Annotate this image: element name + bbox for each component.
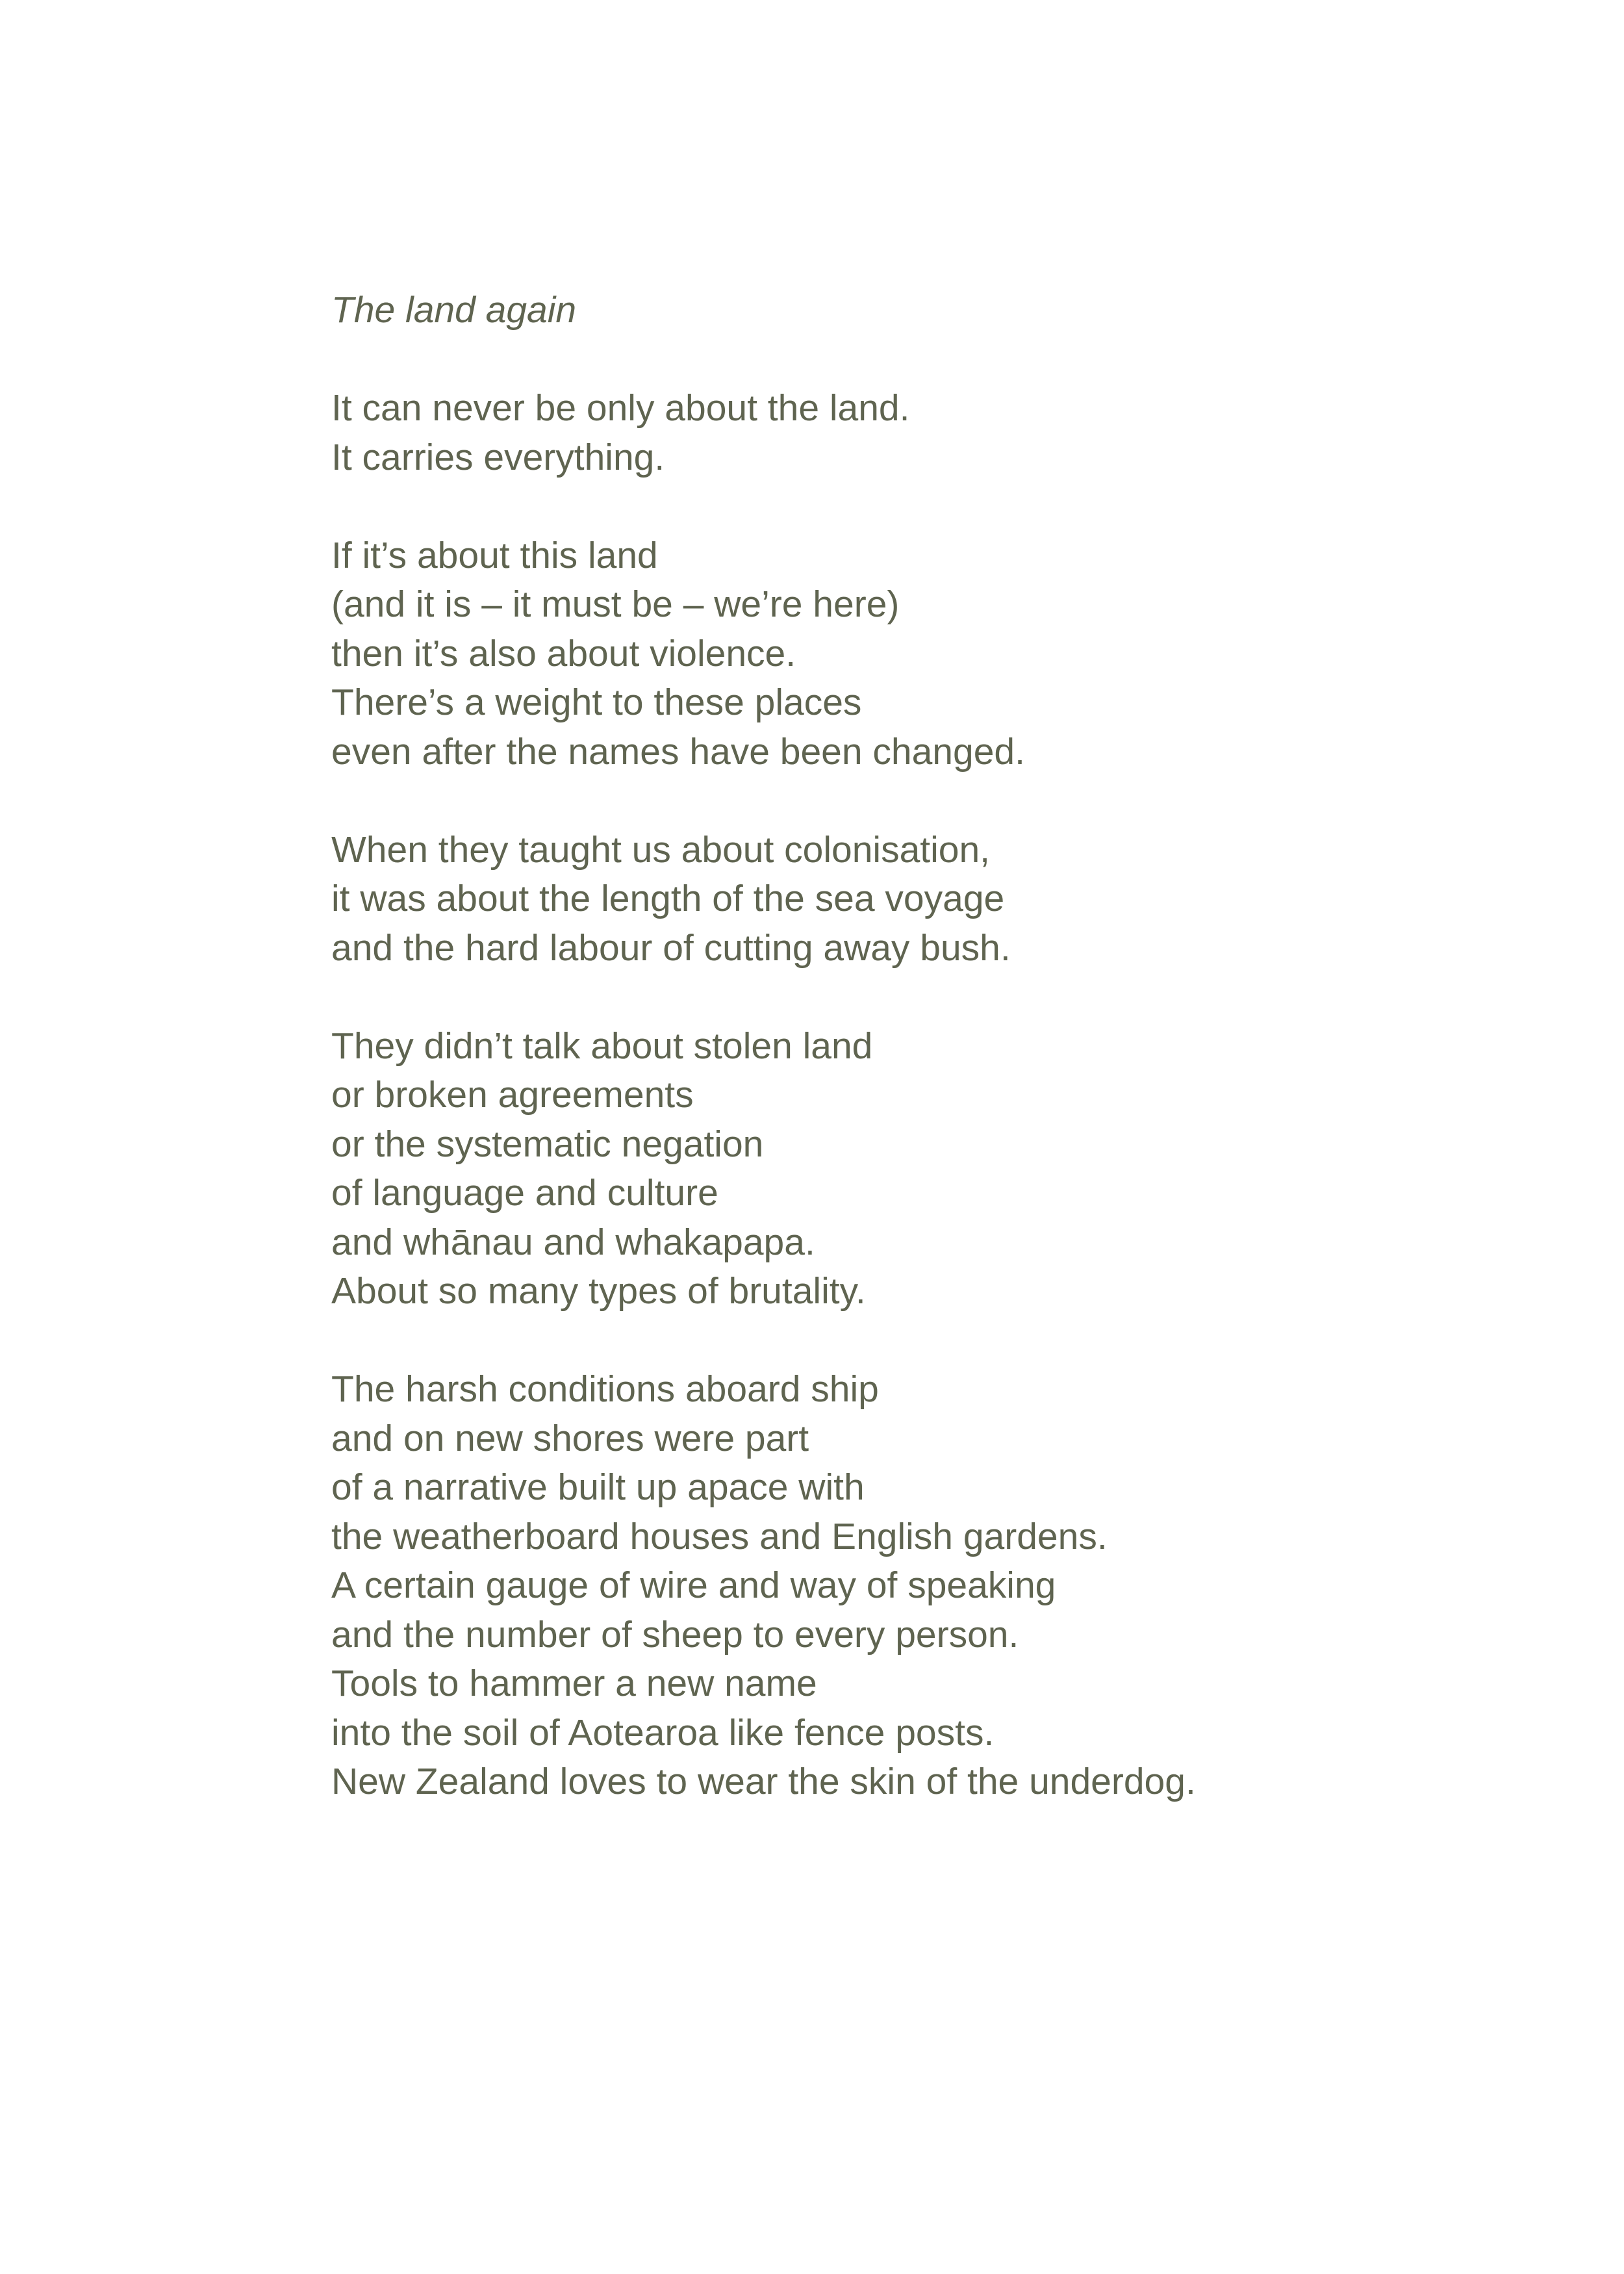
poem-line: then it’s also about violence. [331, 632, 796, 674]
poem-line: There’s a weight to these places [331, 682, 862, 723]
poem-line: A certain gauge of wire and way of speaking [331, 1565, 1056, 1606]
stanza-5 [331, 1365, 1566, 1807]
poem-line: New Zealand loves to wear the skin of the underdog. [331, 1761, 1196, 1802]
poem-line: and on new shores were part [331, 1417, 809, 1459]
stanza-4 [331, 1022, 1566, 1316]
poem-line: of a narrative built up apace with [331, 1466, 865, 1508]
stanza-2 [331, 531, 1566, 777]
poem-line: It can never be only about the land. [331, 387, 910, 429]
poem-line: and the hard labour of cutting away bush. [331, 926, 1011, 969]
poem-title: The land again [331, 289, 577, 331]
poem-line: and the number of sheep to every person. [331, 1613, 1019, 1655]
poem-line: About so many types of brutality. [331, 1270, 866, 1312]
poem-line: it was about the length of the sea voyage [331, 878, 1005, 919]
poem-line: of language and culture [331, 1172, 718, 1214]
poem-line: They didn’t talk about stolen land [331, 1025, 873, 1067]
poem-line: Tools to hammer a new name [331, 1663, 817, 1704]
poem [331, 286, 1566, 1807]
poem-line: When they taught us about colonisation, [331, 828, 991, 871]
poem-line: into the soil of Aotearoa like fence posts. [331, 1711, 995, 1754]
poem-line: the weatherboard houses and English gardens. [331, 1515, 1108, 1557]
poem-line: The harsh conditions aboard ship [331, 1368, 879, 1410]
poem-line: (and it is – it must be – we’re here) [331, 583, 900, 625]
poem-line: even after the names have been changed. [331, 730, 1025, 773]
stanza-3 [331, 826, 1566, 973]
poem-line: and whānau and whakapapa. [331, 1221, 815, 1263]
poem-line: It carries everything. [331, 436, 665, 478]
stanza-1 [331, 384, 1566, 482]
poem-line: or broken agreements [331, 1074, 694, 1116]
poem-line: or the systematic negation [331, 1123, 764, 1165]
poem-line: If it’s about this land [331, 534, 658, 576]
